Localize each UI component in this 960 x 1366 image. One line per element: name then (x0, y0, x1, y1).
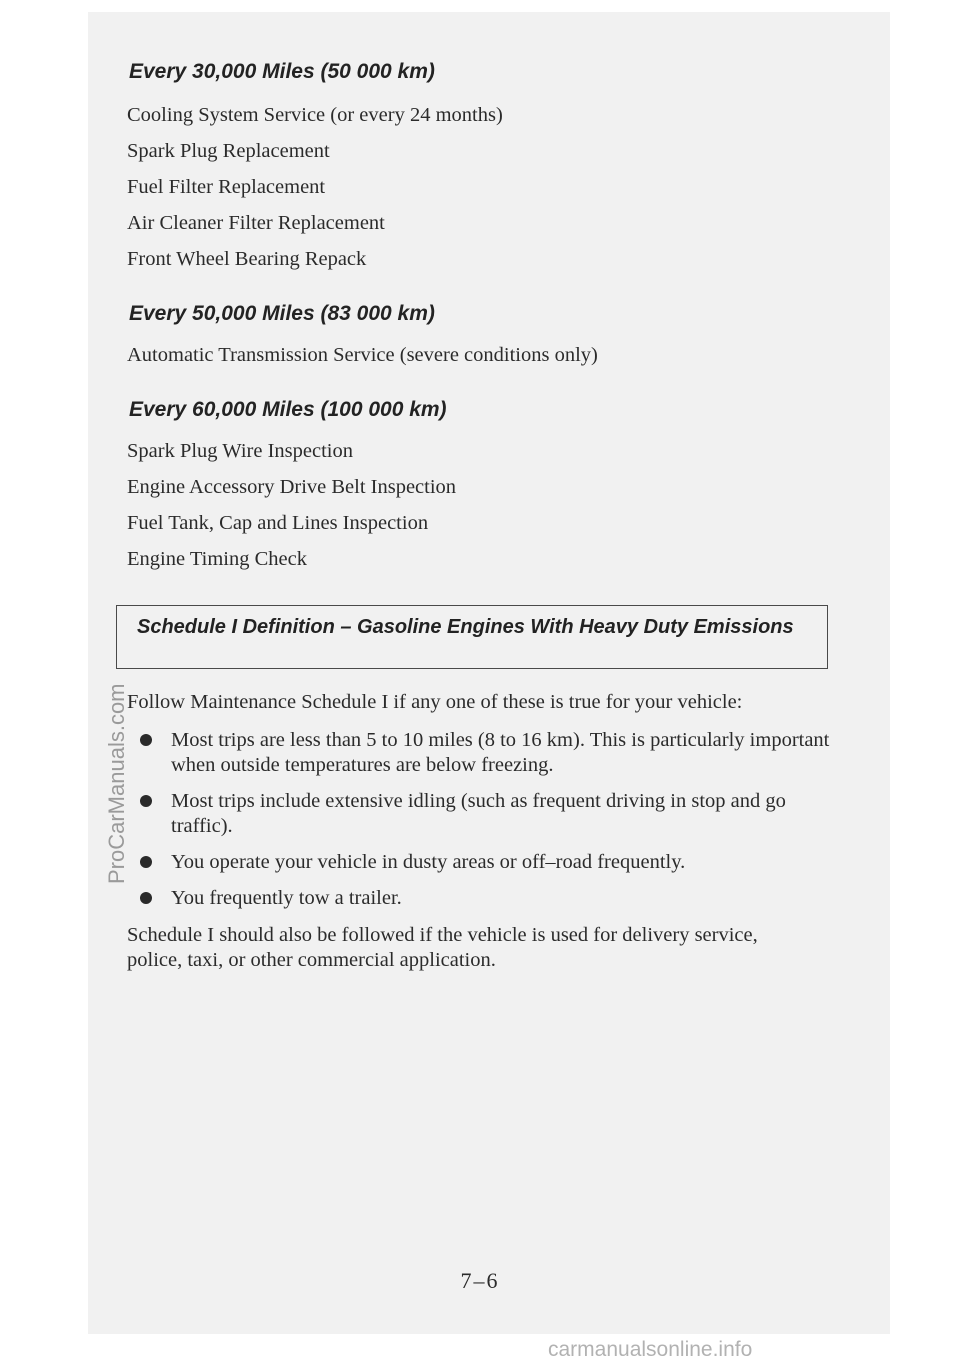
bullet-icon (140, 856, 152, 868)
list-item: Front Wheel Bearing Repack (127, 248, 367, 270)
bottom-watermark: carmanualsonline.info (548, 1338, 753, 1361)
side-watermark: ProCarManuals.com (104, 683, 129, 884)
list-item: Fuel Filter Replacement (127, 176, 326, 198)
list-item: Automatic Transmission Service (severe conditions only) (127, 344, 598, 366)
list-item: Fuel Tank, Cap and Lines Inspection (127, 512, 429, 534)
bullet-text: You operate your vehicle in dusty areas or off–road frequently. (171, 851, 686, 873)
definition-title: Schedule I Definition – Gasoline Engines With Heavy Duty Emissions (137, 616, 794, 638)
list-item: Air Cleaner Filter Replacement (127, 212, 385, 234)
list-item: Cooling System Service (or every 24 months) (127, 104, 503, 126)
list-item: Engine Timing Check (127, 548, 307, 570)
definition-intro: Follow Maintenance Schedule I if any one of these is true for your vehicle: (127, 691, 743, 713)
list-item: Spark Plug Wire Inspection (127, 440, 353, 462)
definition-closing: Schedule I should also be followed if the vehicle is used for delivery service, police, taxi, or other commercial application. (127, 924, 758, 971)
bullet-icon (140, 734, 152, 746)
definition-box (116, 605, 828, 669)
bullet-text: Most trips are less than 5 to 10 miles (8 to 16 km). This is particularly important when outside temperatures are below freezing. (171, 729, 830, 776)
bullet-icon (140, 892, 152, 904)
bullet-text: You frequently tow a trailer. (171, 887, 402, 909)
list-item: Spark Plug Replacement (127, 140, 330, 162)
section-heading-50000-miles: Every 50,000 Miles (83 000 km) (129, 302, 435, 325)
manual-page (88, 12, 890, 1334)
page-number: 7–6 (460, 1268, 500, 1293)
section-heading-30000-miles: Every 30,000 Miles (50 000 km) (129, 60, 435, 83)
section-heading-60000-miles: Every 60,000 Miles (100 000 km) (129, 398, 447, 421)
bullet-icon (140, 795, 152, 807)
list-item: Engine Accessory Drive Belt Inspection (127, 476, 457, 498)
bullet-text: Most trips include extensive idling (such as frequent driving in stop and go traffic). (171, 790, 786, 837)
